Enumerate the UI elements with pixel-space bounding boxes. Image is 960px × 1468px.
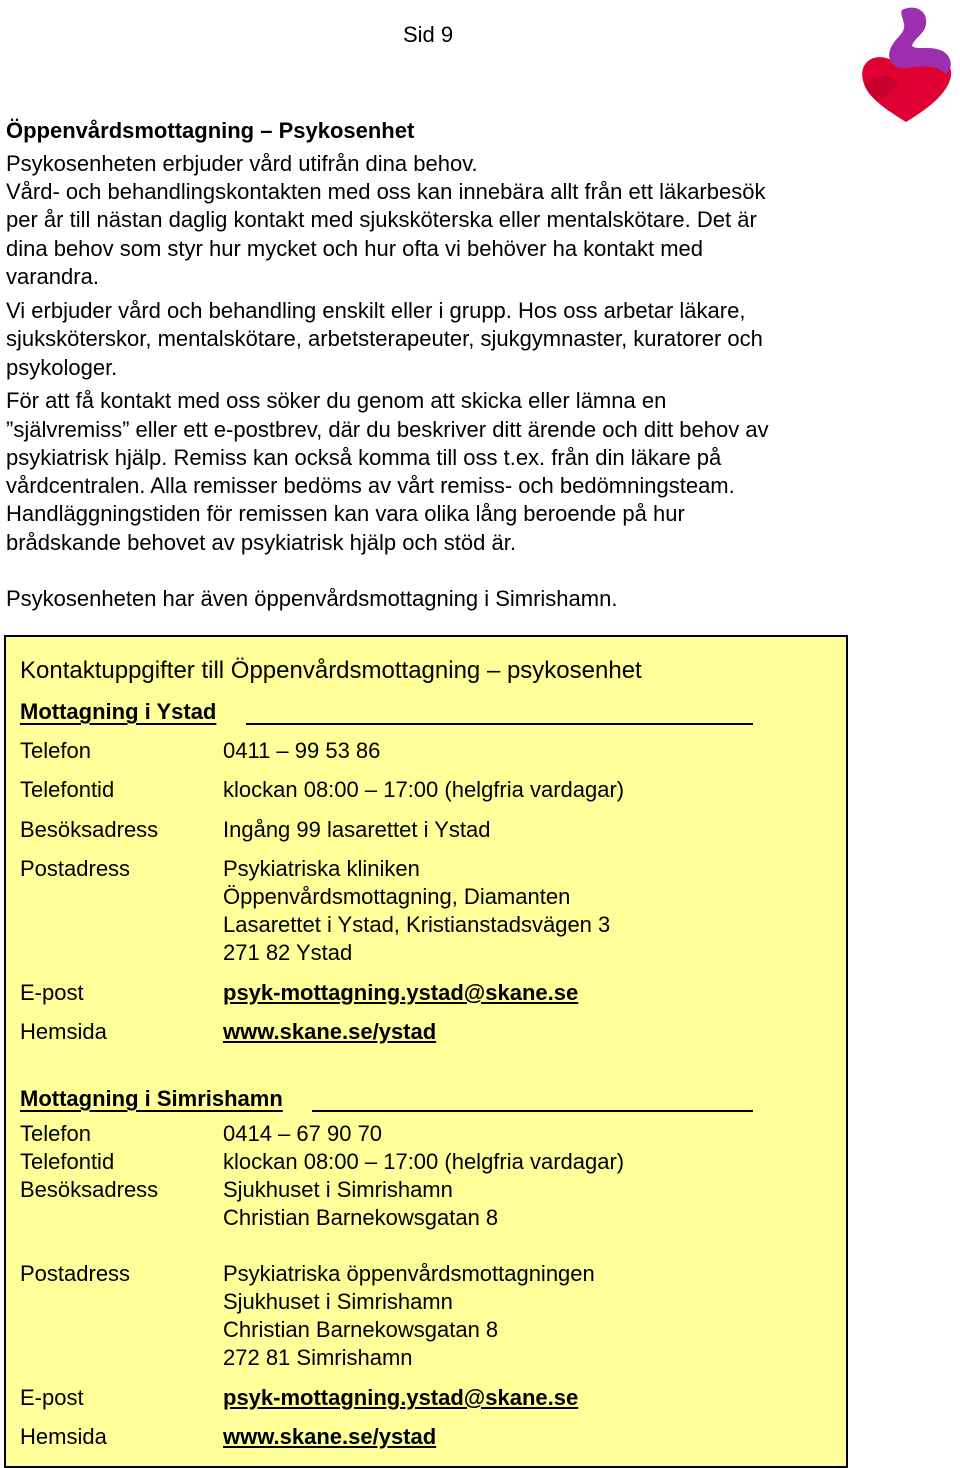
postadress-label: Postadress <box>20 856 131 881</box>
postadress-line: Öppenvårdsmottagning, Diamanten <box>223 884 571 909</box>
contact-box-title: Kontaktuppgifter till Öppenvårdsmottagning – psykosenhet <box>20 657 642 684</box>
intro-line: psykiatrisk hjälp. Remiss kan också komma till oss t.ex. från din läkare på <box>6 445 722 470</box>
intro-line: Vi erbjuder vård och behandling enskilt eller i grupp. Hos oss arbetar läkare, <box>6 298 746 323</box>
besoksadress-label: Besöksadress <box>20 1177 159 1202</box>
page-number: Sid 9 <box>403 22 454 47</box>
intro-line: varandra. <box>6 264 99 289</box>
telefon-label: Telefon <box>20 738 91 763</box>
postadress-line: Lasarettet i Ystad, Kristianstadsvägen 3 <box>223 912 611 937</box>
hemsida-label: Hemsida <box>20 1424 107 1449</box>
postadress-label: Postadress <box>20 1261 131 1286</box>
intro-line: vårdcentralen. Alla remisser bedöms av vårt remiss- och bedömningsteam. <box>6 473 735 498</box>
telefontid-label: Telefontid <box>20 777 115 802</box>
hemsida-link[interactable]: www.skane.se/ystad <box>223 1019 437 1044</box>
intro-line: brådskande behovet av psykiatrisk hjälp och stöd är. <box>6 530 516 555</box>
postadress-line: Christian Barnekowsgatan 8 <box>223 1317 499 1342</box>
postadress-line: Psykiatriska kliniken <box>223 856 420 881</box>
besoksadress-line: Christian Barnekowsgatan 8 <box>223 1205 499 1230</box>
intro-line: Vård- och behandlingskontakten med oss kan innebära allt från ett läkarbesök <box>6 179 766 204</box>
epost-label: E-post <box>20 980 84 1005</box>
telefontid-value: klockan 08:00 – 17:00 (helgfria vardagar) <box>223 1149 625 1174</box>
section-underline <box>246 723 753 725</box>
intro-line: psykologer. <box>6 355 118 380</box>
epost-label: E-post <box>20 1385 84 1410</box>
telefon-value: 0414 – 67 90 70 <box>223 1121 383 1146</box>
simrishamn-note: Psykosenheten har även öppenvårdsmottagning i Simrishamn. <box>6 586 618 611</box>
simrishamn-section-heading: Mottagning i Simrishamn <box>20 1086 283 1111</box>
intro-line: per år till nästan daglig kontakt med sjuksköterska eller mentalskötare. Det är <box>6 207 757 232</box>
postadress-line: Sjukhuset i Simrishamn <box>223 1289 453 1314</box>
postadress-line: Psykiatriska öppenvårdsmottagningen <box>223 1261 595 1286</box>
besoksadress-value: Ingång 99 lasarettet i Ystad <box>223 817 491 842</box>
intro-line: För att få kontakt med oss söker du genom att skicka eller lämna en <box>6 388 667 413</box>
besoksadress-line: Sjukhuset i Simrishamn <box>223 1177 453 1202</box>
besoksadress-label: Besöksadress <box>20 817 159 842</box>
epost-link[interactable]: psyk-mottagning.ystad@skane.se <box>223 980 579 1005</box>
hemsida-label: Hemsida <box>20 1019 107 1044</box>
intro-line: ”självremiss” eller ett e-postbrev, där du beskriver ditt ärende och ditt behov av <box>6 417 769 442</box>
intro-line: sjuksköterskor, mentalskötare, arbetsterapeuter, sjukgymnaster, kuratorer och <box>6 326 763 351</box>
epost-link[interactable]: psyk-mottagning.ystad@skane.se <box>223 1385 579 1410</box>
postadress-line: 272 81 Simrishamn <box>223 1345 413 1370</box>
contact-info-box <box>4 635 848 1468</box>
section-heading: Öppenvårdsmottagning – Psykosenhet <box>6 118 415 143</box>
region-skane-heart-logo-icon <box>856 4 956 122</box>
intro-line: dina behov som styr hur mycket och hur ofta vi behöver ha kontakt med <box>6 236 704 261</box>
telefon-label: Telefon <box>20 1121 91 1146</box>
hemsida-link[interactable]: www.skane.se/ystad <box>223 1424 437 1449</box>
telefontid-value: klockan 08:00 – 17:00 (helgfria vardagar) <box>223 777 625 802</box>
telefontid-label: Telefontid <box>20 1149 115 1174</box>
postadress-line: 271 82 Ystad <box>223 940 353 965</box>
ystad-section-heading: Mottagning i Ystad <box>20 699 217 724</box>
telefon-value: 0411 – 99 53 86 <box>223 738 381 763</box>
section-underline <box>312 1110 753 1112</box>
intro-line: Handläggningstiden för remissen kan vara olika lång beroende på hur <box>6 501 685 526</box>
intro-line: Psykosenheten erbjuder vård utifrån dina behov. <box>6 151 478 176</box>
